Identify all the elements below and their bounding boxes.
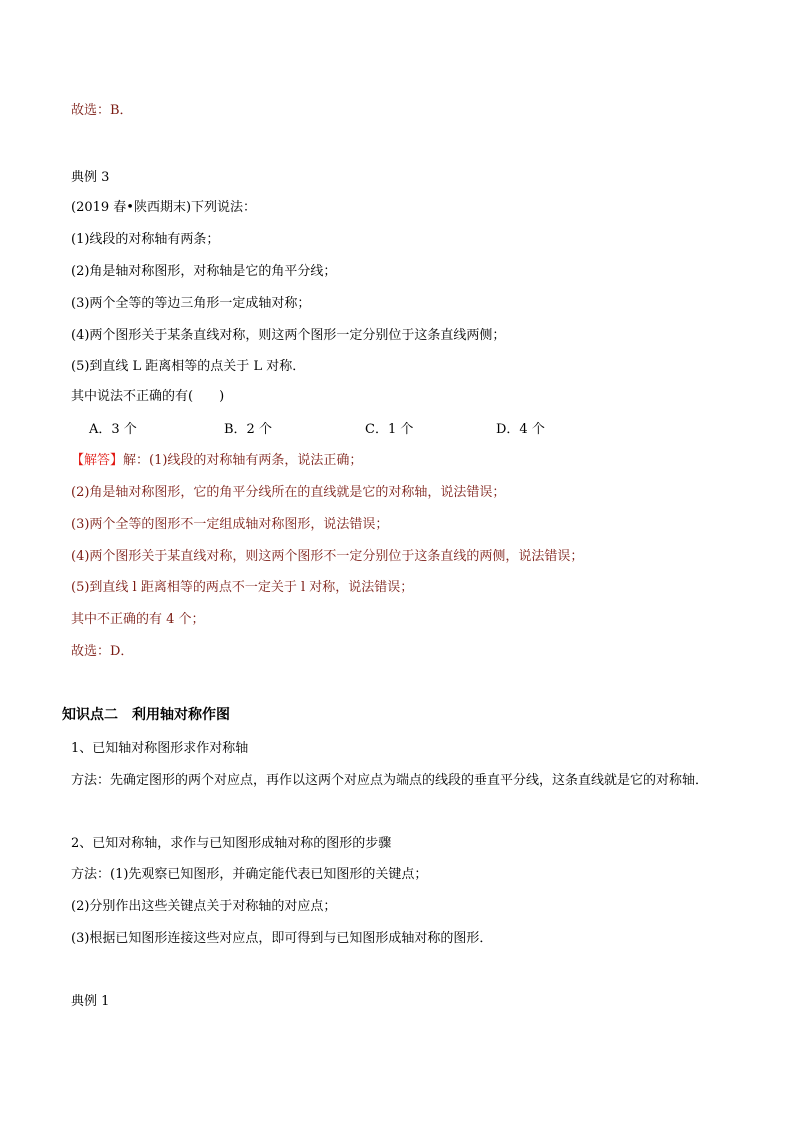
statement-5: (5)到直线 L 距离相等的点关于 L 对称． [71, 359, 306, 374]
option-c: C．1 个 [365, 422, 414, 437]
example-3-question: (2019 春•陕西期末)下列说法： [71, 200, 257, 215]
method-2-step-2: (2)分别作出这些关键点关于对称轴的对应点； [71, 899, 337, 914]
statement-1: (1)线段的对称轴有两条； [71, 232, 220, 247]
solution-text: 解：(1)线段的对称轴有两条，说法正确； [123, 453, 363, 468]
solution-choice: 故选：D． [71, 644, 134, 659]
method-2-step-1: 方法：(1)先观察已知图形，并确定能代表已知图形的关键点； [71, 867, 428, 882]
solution-first-line [71, 452, 362, 470]
solution-count: 其中不正确的有 4 个； [71, 612, 205, 627]
answer-choice-b: 故选：B． [71, 103, 133, 118]
solution-line-3: (3)两个全等的图形不一定组成轴对称图形，说法错误； [71, 517, 389, 532]
solution-tag: 【解答】 [71, 453, 124, 468]
option-b: B．2 个 [224, 422, 272, 437]
subheading-2: 2、已知对称轴，求作与已知图形成轴对称的图形的步骤 [71, 836, 392, 851]
subheading-1: 1、已知轴对称图形求作对称轴 [71, 741, 249, 756]
example-1-title: 典例 1 [71, 994, 110, 1009]
question-prompt: 其中说法不正确的有( ) [71, 389, 225, 404]
example-3-title: 典例 3 [71, 170, 110, 185]
method-1: 方法：先确定图形的两个对应点，再作以这两个对应点为端点的线段的垂直平分线，这条直线就是它的对称轴． [71, 773, 709, 788]
method-2-step-3: (3)根据已知图形连接这些对应点，即可得到与已知图形成轴对称的图形． [71, 931, 493, 946]
solution-line-2: (2)角是轴对称图形，它的角平分线所在的直线就是它的对称轴，说法错误； [71, 485, 506, 500]
statement-3: (3)两个全等的等边三角形一定成轴对称； [71, 296, 311, 311]
option-a: A．3 个 [89, 422, 137, 437]
solution-line-5: (5)到直线 l 距离相等的两点不一定关于 l 对称，说法错误； [71, 580, 414, 595]
statement-2: (2)角是轴对称图形，对称轴是它的角平分线； [71, 264, 337, 279]
solution-line-4: (4)两个图形关于某直线对称，则这两个图形不一定分别位于这条直线的两侧，说法错误； [71, 549, 584, 564]
option-d: D．4 个 [496, 422, 545, 437]
statement-4: (4)两个图形关于某条直线对称，则这两个图形一定分别位于这条直线两侧； [71, 328, 506, 343]
section-heading: 知识点二 利用轴对称作图 [62, 707, 230, 723]
